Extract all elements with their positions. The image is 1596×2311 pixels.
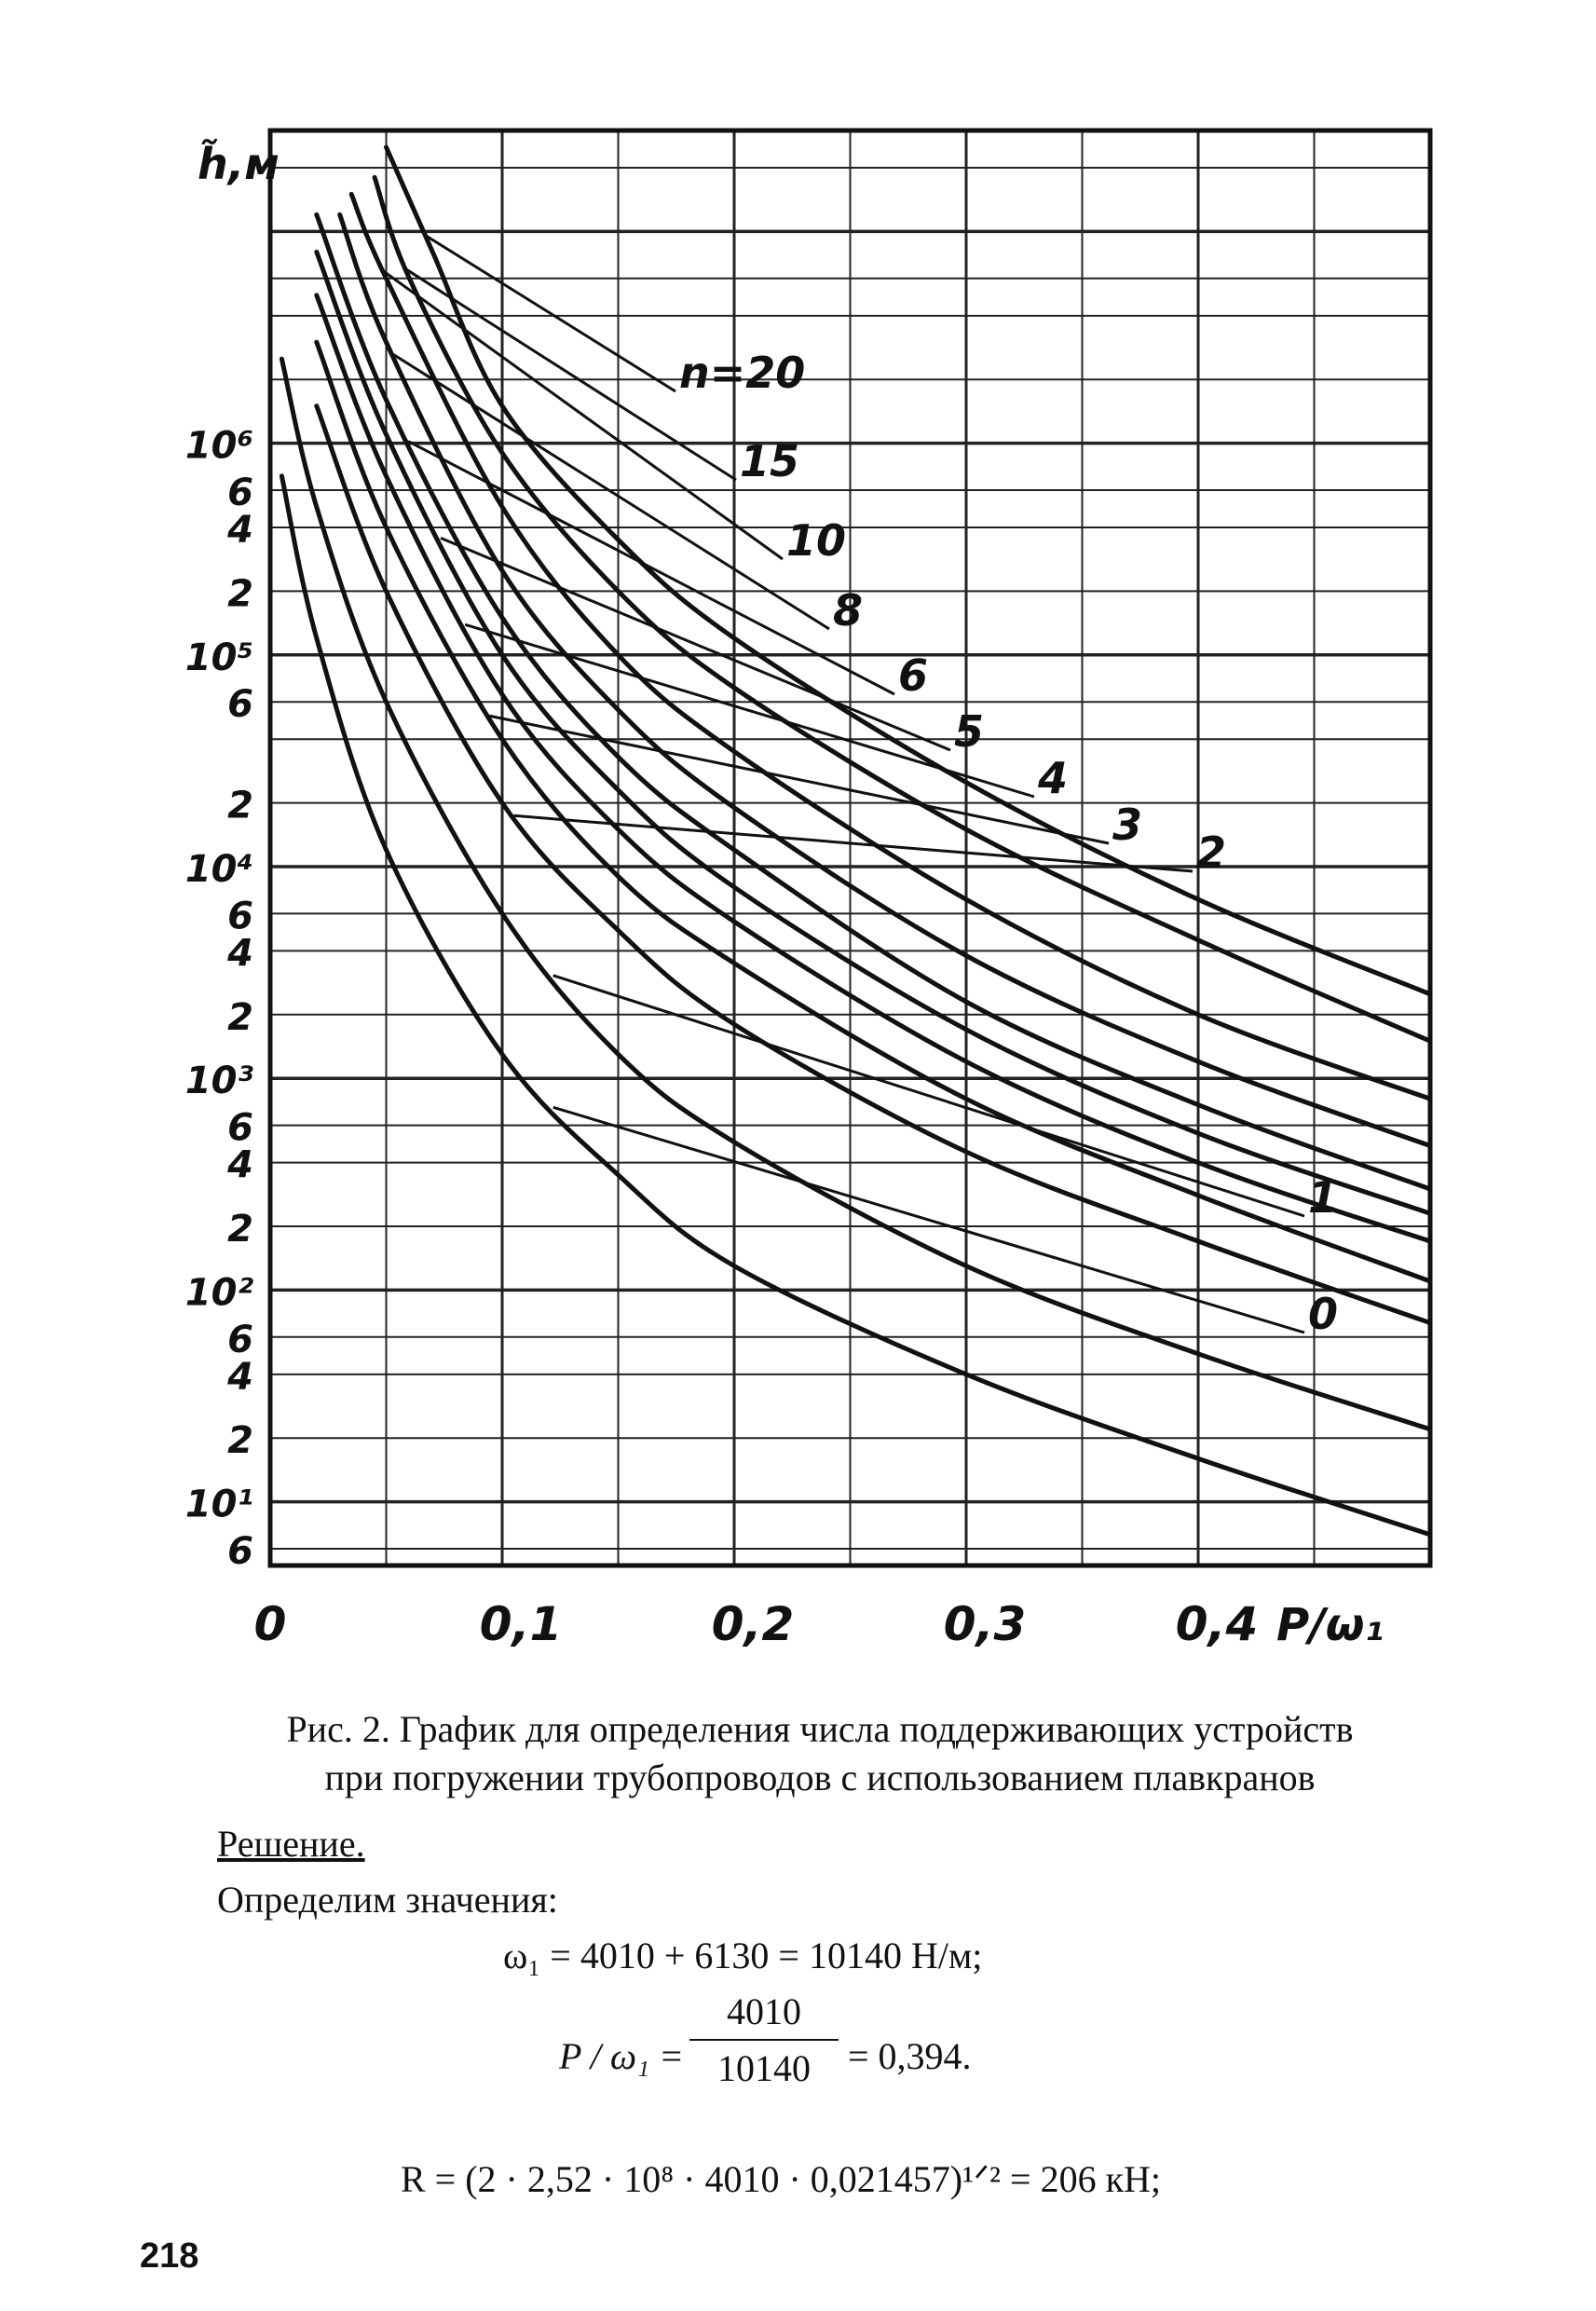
y-tick-label: 4 [227, 1143, 253, 1187]
y-tick-label: 6 [227, 472, 253, 515]
curve-label: 2 [1196, 827, 1227, 878]
curve-label: 6 [898, 650, 929, 701]
y-axis-label: h̃,м [198, 139, 280, 189]
x-tick-label: 0,3 [943, 1597, 1027, 1651]
curve-label: 0 [1308, 1289, 1339, 1339]
curve-label-leaders [383, 235, 1304, 1333]
x-tick-label: 0 [253, 1597, 287, 1651]
equation-r: R = (2 · 2,52 · 10⁸ · 4010 · 0,021457)¹ᐟ² = 206 кН; [401, 2158, 1162, 2200]
curves [281, 147, 1430, 1535]
series-line-3 [317, 342, 1430, 1281]
curve-label: 10 [786, 515, 847, 566]
y-tick-label: 10¹ [184, 1483, 253, 1526]
equation-omega: ω₁ = 4010 + 6130 = 10140 Н/м; [503, 1935, 983, 1976]
leader-line [513, 815, 1193, 871]
series-line-10 [351, 194, 1430, 1099]
leader-line [425, 235, 675, 391]
y-tick-label: 6 [227, 683, 253, 727]
series-line-1 [281, 359, 1430, 1429]
y-tick-label: 2 [227, 1419, 253, 1463]
curve-label: 3 [1112, 800, 1143, 850]
chart [140, 112, 1463, 1696]
y-tick-label: 2 [227, 1208, 253, 1251]
y-tick-label: 4 [227, 509, 253, 553]
curve-label: n=20 [679, 348, 806, 398]
curve-label: 1 [1308, 1172, 1339, 1223]
y-tick-label: 6 [227, 1106, 253, 1150]
y-tick-label: 2 [227, 572, 253, 616]
series-line-5 [317, 252, 1430, 1213]
curve-label: 8 [833, 585, 864, 636]
figure-caption [168, 1705, 1472, 1802]
fraction-numerator: 4010 [689, 1990, 839, 2041]
y-tick-label: 4 [227, 1355, 253, 1399]
y-tick-labels [185, 425, 254, 1573]
y-tick-label: 2 [227, 995, 253, 1039]
page-number: 218 [140, 2236, 199, 2276]
y-tick-label: 6 [227, 1530, 253, 1574]
y-tick-label: 4 [227, 932, 253, 976]
series-line-15 [375, 177, 1430, 1041]
x-tick-labels [254, 1597, 1259, 1651]
fraction [689, 1990, 839, 2090]
y-tick-label: 2 [227, 784, 253, 827]
determine-text: Определим значения: [217, 1879, 558, 1921]
curve-label: 4 [1038, 753, 1069, 803]
caption-line-2: при погружении трубопроводов с использованием плавкранов [324, 1757, 1316, 1798]
solution-heading: Решение. [217, 1823, 365, 1865]
curve-label: 15 [740, 436, 800, 486]
y-tick-label: 10⁵ [184, 636, 253, 679]
curve-label: 5 [954, 706, 985, 757]
fraction-denominator: 10140 [717, 2047, 811, 2089]
x-tick-label: 0,4 [1175, 1597, 1259, 1651]
y-tick-label: 10³ [184, 1060, 253, 1103]
caption-line-1: Рис. 2. График для определения числа поддерживающих устройств [286, 1708, 1354, 1750]
y-tick-label: 6 [227, 1318, 253, 1361]
y-tick-label: 10⁶ [184, 424, 253, 468]
equation-ratio-rhs: = 0,394. [848, 2035, 972, 2077]
x-tick-label: 0,1 [479, 1597, 563, 1651]
x-axis-label: P/ω₁ [1276, 1599, 1385, 1651]
y-tick-label: 6 [227, 895, 253, 938]
equation-ratio-lhs: P / ω₁ = [559, 2035, 684, 2077]
leader-line [489, 716, 1109, 843]
x-tick-label: 0,2 [711, 1597, 795, 1651]
y-tick-label: 10⁴ [184, 848, 253, 892]
series-line-4 [317, 295, 1430, 1241]
y-tick-label: 10² [184, 1271, 253, 1315]
curve-labels [679, 348, 1338, 1339]
